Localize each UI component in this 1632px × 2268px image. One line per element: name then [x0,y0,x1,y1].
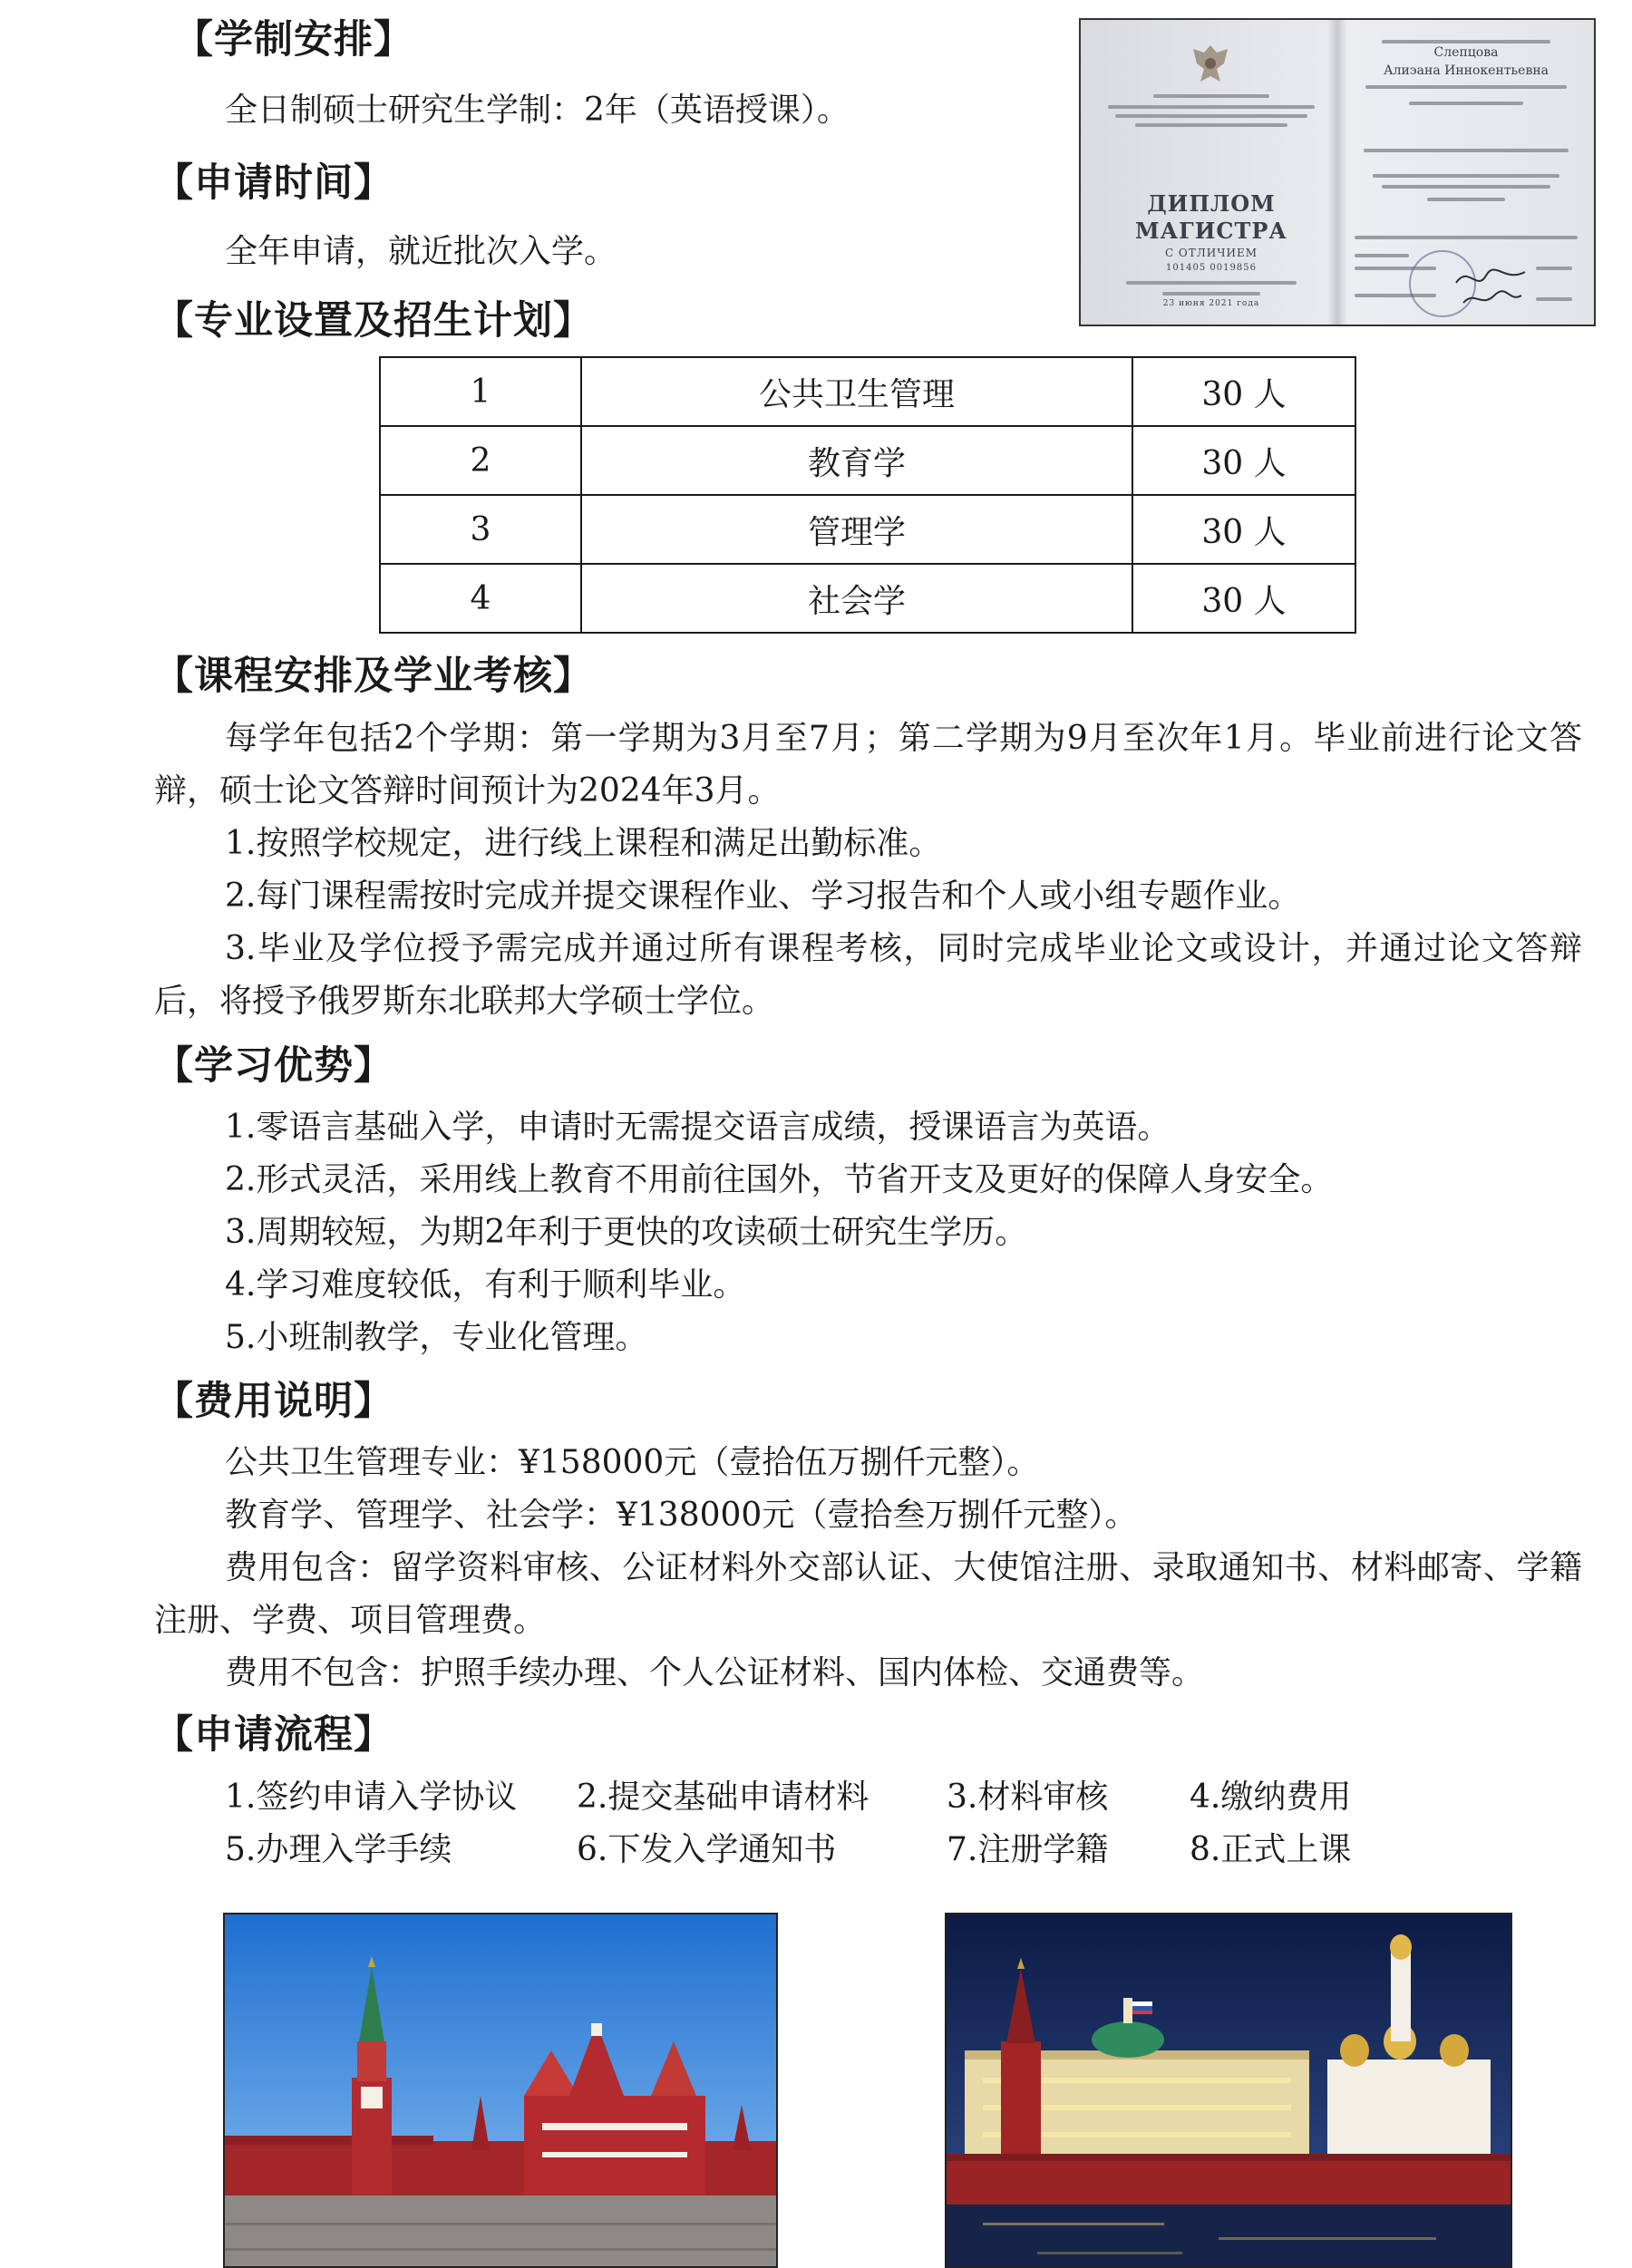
process-step: 5.办理入学手续 [225,1831,452,1868]
signature-icon [1454,256,1527,314]
section-title-application-time: 【申请时间】 [154,160,393,206]
fee-line: 公共卫生管理专业：¥158000元（壹拾伍万捌仟元整）。 [225,1444,1040,1481]
advantage-item: 3.周期较短，为期2年利于更快的攻读硕士研究生学历。 [225,1214,1028,1251]
advantage-item: 1.零语言基础入学，申请时无需提交语言成绩，授课语言为英语。 [225,1109,1171,1146]
process-step: 6.下发入学通知书 [577,1831,837,1868]
fee-excluded: 费用不包含：护照手续办理、个人公证材料、国内体检、交通费等。 [225,1654,1205,1691]
advantage-item: 2.形式灵活，采用线上教育不用前往国外，节省开支及更好的保障人身安全。 [225,1161,1334,1198]
diploma-left-page [1090,29,1333,315]
coat-of-arms-icon [1190,42,1231,87]
course-rule-item: 3.毕业及学位授予需完成并通过所有课程考核，同时完成毕业论文或设计，并通过论文答辩后，将授予俄罗斯东北联邦大学硕士学位。 [154,930,1582,1020]
diploma-photo [1079,18,1596,326]
section-title-courses: 【课程安排及学业考核】 [154,654,593,699]
advantage-item: 4.学习难度较低，有利于顺利毕业。 [225,1266,746,1304]
diploma-holder-surname: Слепцова [1433,45,1499,60]
schooling-text: 全日制硕士研究生学制：2年（英语授课）。 [225,92,850,129]
diploma-subtitle: С ОТЛИЧИЕМ [1164,247,1258,259]
enrollment-quota: 30 人 [1132,357,1355,426]
advantage-item: 5.小班制教学，专业化管理。 [225,1319,648,1356]
section-title-fees: 【费用说明】 [154,1379,393,1424]
kremlin-night-photo [945,1913,1512,2268]
table-row [380,426,1355,495]
fee-included: 费用包含：留学资料审核、公证材料外交部认证、大使馆注册、录取通知书、材料邮寄、学籍注册、学费、项目管理费。 [154,1549,1582,1639]
diploma-right-page [1345,29,1587,315]
red-square-photo [223,1913,778,2268]
table-row [380,564,1355,633]
diploma-date: 23 июня 2021 года [1162,299,1260,308]
process-step: 4.缴纳费用 [1190,1779,1352,1816]
row-number: 2 [380,426,581,495]
major-name: 社会学 [581,564,1132,633]
table-row [380,357,1355,426]
diploma-title-line2: МАГИСТРА [1135,218,1287,244]
section-title-advantages: 【学习优势】 [154,1043,393,1089]
diploma-number: 101405 0019856 [1166,263,1257,273]
enrollment-quota: 30 人 [1132,426,1355,495]
process-step: 1.签约申请入学协议 [225,1779,518,1816]
course-rule-item: 1.按照学校规定，进行线上课程和满足出勤标准。 [225,825,942,862]
process-step: 7.注册学籍 [947,1831,1109,1868]
enrollment-quota: 30 人 [1132,495,1355,564]
courses-intro: 每学年包括2个学期：第一学期为3月至7月；第二学期为9月至次年1月。毕业前进行论文答辩，硕士论文答辩时间预计为2024年3月。 [154,720,1582,809]
section-title-majors: 【专业设置及招生计划】 [154,298,593,344]
major-name: 教育学 [581,426,1132,495]
diploma-title-line1: ДИПЛОМ [1147,190,1276,217]
section-title-schooling: 【学制安排】 [174,17,413,63]
process-step: 8.正式上课 [1190,1831,1352,1868]
major-name: 管理学 [581,495,1132,564]
majors-table [379,356,1356,634]
process-step: 3.材料审核 [947,1779,1109,1816]
process-step: 2.提交基础申请材料 [577,1779,869,1816]
major-name: 公共卫生管理 [581,357,1132,426]
row-number: 3 [380,495,581,564]
enrollment-quota: 30 人 [1132,564,1355,633]
application-time-text: 全年申请，就近批次入学。 [225,233,617,270]
section-title-process: 【申请流程】 [154,1712,393,1758]
table-row [380,495,1355,564]
fee-line: 教育学、管理学、社会学：¥138000元（壹拾叁万捌仟元整）。 [225,1497,1138,1534]
row-number: 1 [380,357,581,426]
diploma-holder-name: Алиэана Иннокентьевна [1383,63,1549,78]
row-number: 4 [380,564,581,633]
course-rule-item: 2.每门课程需按时完成并提交课程作业、学习报告和个人或小组专题作业。 [225,877,1301,915]
